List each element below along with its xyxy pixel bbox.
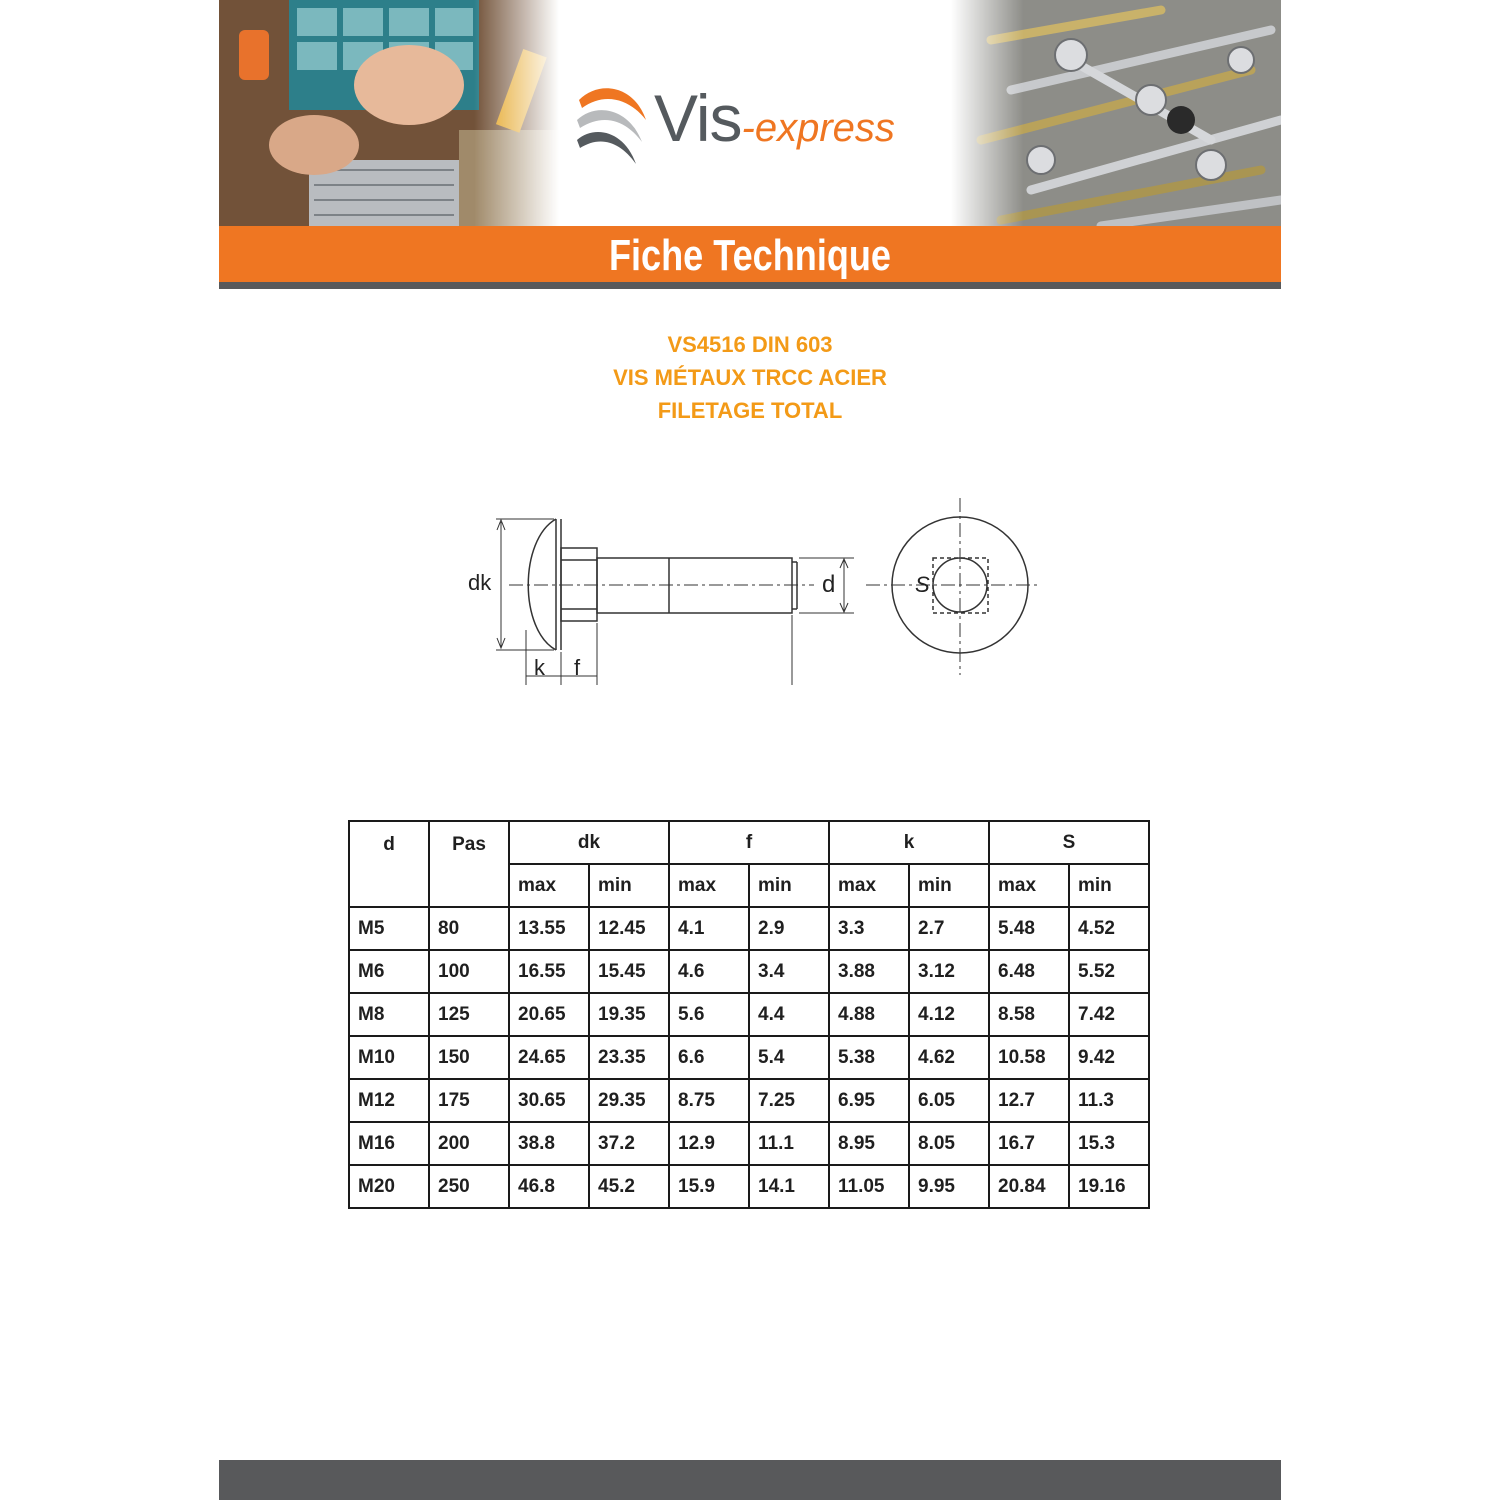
banner-divider [219,282,1281,289]
table-cell: 15.9 [669,1165,749,1208]
header-d: d [349,821,429,907]
subheader-cell: min [749,864,829,907]
table-cell: 175 [429,1079,509,1122]
table-cell: 5.38 [829,1036,909,1079]
table-header-row [349,821,1149,864]
table-cell: M8 [349,993,429,1036]
table-cell: 10.58 [989,1036,1069,1079]
label-f: f [574,655,581,680]
table-cell: 6.6 [669,1036,749,1079]
table-cell: M16 [349,1122,429,1165]
table-cell: M5 [349,907,429,950]
banner-title-bar [219,226,1281,282]
subheader-cell: max [509,864,589,907]
product-description: VIS MÉTAUX TRCC ACIER [613,365,887,390]
header-dk: dk [509,821,669,864]
table-cell: 2.9 [749,907,829,950]
label-dk: dk [468,570,492,595]
table-cell: 45.2 [589,1165,669,1208]
table-row [349,1079,1149,1122]
table-row [349,950,1149,993]
table-row [349,907,1149,950]
table-cell: 19.35 [589,993,669,1036]
table-cell: 6.48 [989,950,1069,993]
logo-name: Vis [654,81,742,155]
table-cell: 150 [429,1036,509,1079]
table-cell: 250 [429,1165,509,1208]
technical-sheet-page [219,0,1281,1500]
header-k: k [829,821,989,864]
table-cell: 8.58 [989,993,1069,1036]
table-cell: 13.55 [509,907,589,950]
table-cell: 14.1 [749,1165,829,1208]
table-cell: 3.88 [829,950,909,993]
subheader-cell: max [829,864,909,907]
label-d: d [822,571,836,598]
table-cell: 38.8 [509,1122,589,1165]
table-row [349,1165,1149,1208]
product-thread-type: FILETAGE TOTAL [657,398,843,423]
product-title-block [219,328,1281,427]
table-cell: 8.95 [829,1122,909,1165]
table-cell: 9.95 [909,1165,989,1208]
label-s: S [915,572,930,597]
table-cell: 11.05 [829,1165,909,1208]
header-pas: Pas [429,821,509,907]
table-cell: 11.1 [749,1122,829,1165]
table-cell: 3.3 [829,907,909,950]
table-cell: 6.05 [909,1079,989,1122]
table-cell: 4.62 [909,1036,989,1079]
table-cell: 12.9 [669,1122,749,1165]
table-cell: 37.2 [589,1122,669,1165]
table-body [349,907,1149,1208]
table-cell: 4.88 [829,993,909,1036]
table-cell: 29.35 [589,1079,669,1122]
logo-swoosh-icon [574,80,654,170]
table-cell: 7.25 [749,1079,829,1122]
subheader-cell: min [909,864,989,907]
table-cell: M12 [349,1079,429,1122]
table-cell: 200 [429,1122,509,1165]
table-cell: 4.4 [749,993,829,1036]
table-cell: 6.95 [829,1079,909,1122]
table-cell: 16.7 [989,1122,1069,1165]
table-row [349,1122,1149,1165]
table-cell: 4.1 [669,907,749,950]
table-cell: 5.4 [749,1036,829,1079]
table-cell: 5.48 [989,907,1069,950]
table-row [349,1036,1149,1079]
subheader-cell: min [589,864,669,907]
table-cell: 4.12 [909,993,989,1036]
table-cell: 3.4 [749,950,829,993]
table-cell: 8.75 [669,1079,749,1122]
table-cell: M10 [349,1036,429,1079]
table-cell: 12.45 [589,907,669,950]
table-cell: 15.45 [589,950,669,993]
table-cell: 23.35 [589,1036,669,1079]
table-cell: 5.6 [669,993,749,1036]
table-cell: 46.8 [509,1165,589,1208]
table-cell: 19.16 [1069,1165,1149,1208]
table-cell: 30.65 [509,1079,589,1122]
table-cell: 20.84 [989,1165,1069,1208]
table-cell: 100 [429,950,509,993]
table-cell: 4.52 [1069,907,1149,950]
dimensions-table [348,820,1150,1209]
table-cell: 9.42 [1069,1036,1149,1079]
table-cell: 7.42 [1069,993,1149,1036]
subheader-cell: max [669,864,749,907]
subheader-cell: min [1069,864,1149,907]
logo-suffix: -express [741,106,895,150]
table-cell: 20.65 [509,993,589,1036]
table-cell: 3.12 [909,950,989,993]
label-k: k [534,655,545,680]
table-cell: 4.6 [669,950,749,993]
table-cell: 24.65 [509,1036,589,1079]
workshop-photo [219,0,559,226]
banner-title: Fiche Technique [608,231,892,280]
table-cell: 16.55 [509,950,589,993]
table-row [349,993,1149,1036]
product-reference: VS4516 DIN 603 [667,332,833,357]
subheader-cell: max [989,864,1069,907]
table-cell: M20 [349,1165,429,1208]
table-cell: 15.3 [1069,1122,1149,1165]
bolt-technical-drawing [464,490,1044,695]
header-f: f [669,821,829,864]
table-cell: 80 [429,907,509,950]
header-s: S [989,821,1149,864]
header-banner [219,0,1281,226]
table-cell: 11.3 [1069,1079,1149,1122]
table-cell: 12.7 [989,1079,1069,1122]
screws-photo [951,0,1281,226]
vis-express-logo [574,70,934,180]
table-cell: 125 [429,993,509,1036]
table-cell: 2.7 [909,907,989,950]
table-cell: 5.52 [1069,950,1149,993]
footer-bar [219,1460,1281,1500]
table-cell: M6 [349,950,429,993]
table-cell: 8.05 [909,1122,989,1165]
